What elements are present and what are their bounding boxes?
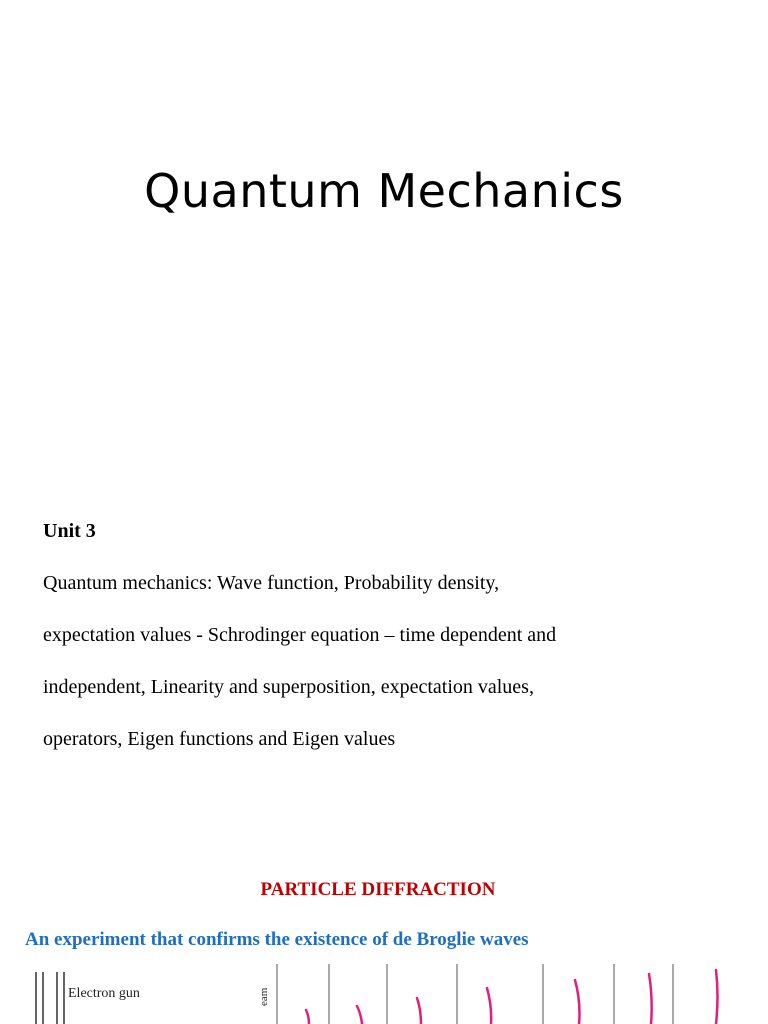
- electron-gun-label: Electron gun: [68, 986, 140, 1001]
- syllabus-line: expectation values - Schrodinger equation – time dependent and: [43, 624, 557, 646]
- electron-gun-plates: [36, 972, 64, 1024]
- section-heading: PARTICLE DIFFRACTION: [260, 879, 496, 900]
- page-title: Quantum Mechanics: [144, 164, 624, 218]
- syllabus-line: operators, Eigen functions and Eigen values: [43, 728, 396, 750]
- beam-label: eam: [258, 987, 270, 1006]
- grating-lines: [277, 964, 673, 1024]
- section-subheading: An experiment that confirms the existence of de Broglie waves: [25, 929, 529, 950]
- unit-heading: Unit 3: [43, 520, 96, 542]
- syllabus-line: Quantum mechanics: Wave function, Probability density,: [43, 572, 500, 594]
- wavefronts: [306, 970, 718, 1024]
- syllabus-line: independent, Linearity and superposition, expectation values,: [43, 676, 534, 698]
